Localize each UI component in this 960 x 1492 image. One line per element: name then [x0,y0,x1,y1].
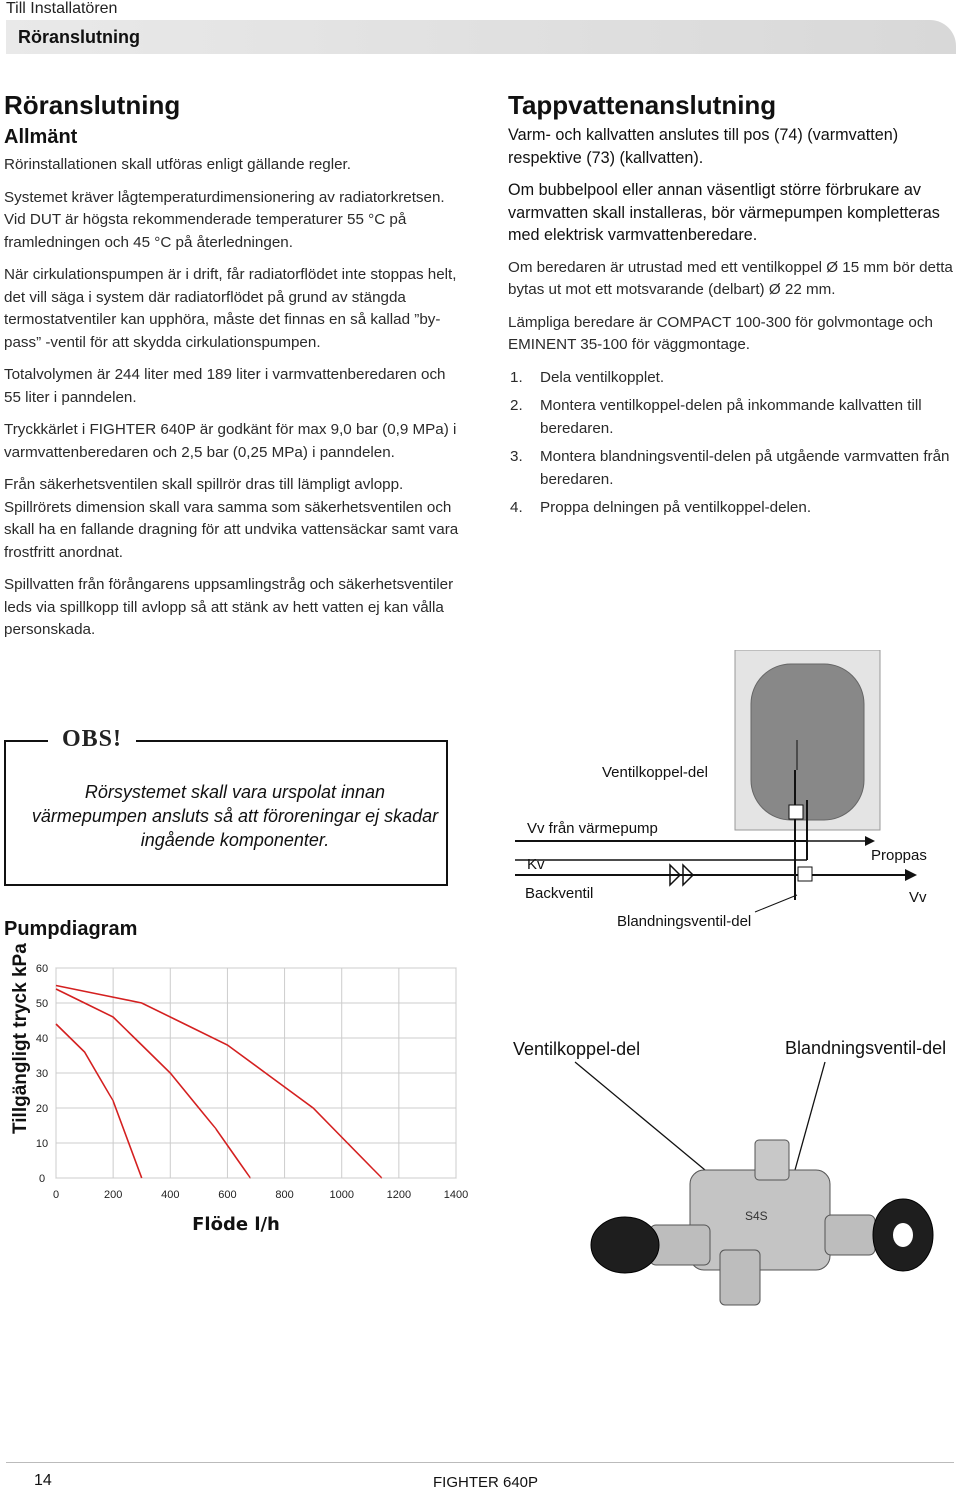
paragraph: Totalvolymen är 244 liter med 189 liter i varmvattenberedaren och 55 liter i panndelen. [4,366,446,406]
step-item [508,446,960,491]
label-kv: Kv [527,856,545,873]
y-tick-label: 40 [35,1033,49,1045]
step-number: 3. [510,448,523,465]
section-title-tappvatten: Tappvattenanslutning [508,90,777,120]
step-text: Montera blandningsventil-delen på utgående varmvatten från beredaren. [540,448,950,488]
obs-text: Rörsystemet skall vara urspolat innan värmepumpen ansluts så att föroreningar ej skadar ingående komponenter. [31,782,439,850]
label-vv: Vv [909,889,927,906]
right-column [508,88,960,526]
step-number: 2. [510,397,523,414]
x-tick-label: 400 [161,1189,180,1201]
paragraph: När cirkulationspumpen är i drift, får radiatorflödet inte stoppas helt, det vill säga i system där radiatorflödet på grund av stängda termostatventiler kan upphöra, måste det finnas en så kallad ”by-pass” -ventil för att skydda cirkulationspumpen. [4,266,457,351]
step-text: Proppa delningen på ventilkoppel-delen. [540,499,812,516]
paragraph: Om bubbelpool eller annan väsentligt större förbrukare av varmvatten skall installeras, bör värmepumpen kompletteras med elektrisk varmvattenberedare. [508,181,940,244]
x-tick-label: 200 [103,1189,123,1201]
x-tick-label: 1000 [329,1189,354,1201]
svg-text:S4S: S4S [745,1209,768,1223]
step-number: 1. [510,368,523,386]
chart-x-label: Flöde l/h [192,1214,280,1235]
footer-divider [6,1462,954,1463]
label-blandningsventil: Blandningsventil-del [617,913,752,930]
paragraph: Spillvatten från förångarens uppsamlingstråg och säkerhetsventiler leds via spillkopp till avlopp så att stänk av hett vatten ej kan vålla personskada. [4,576,454,638]
pump-curve-curve-1 [56,1024,142,1178]
step-item [508,395,960,440]
x-tick-label: 1200 [386,1189,412,1201]
photo-label-left: Ventilkoppel-del [513,1039,641,1059]
pump-curve-curve-3 [56,986,382,1179]
left-column [4,88,464,652]
mixing-valve-icon [798,867,812,881]
photo-label-right: Blandningsventil-del [785,1038,947,1058]
label-backventil: Backventil [525,885,594,902]
y-tick-label: 20 [35,1103,49,1115]
label-vv-fran: Vv från värmepump [527,820,658,837]
step-text: Montera ventilkoppel-delen på inkommande kallvatten till beredaren. [540,397,922,437]
x-tick-label: 800 [275,1189,294,1201]
label-ventilkoppel-top: Ventilkoppel-del [602,764,708,781]
header-title: Röranslutning [18,27,140,47]
valve-body [591,1140,933,1305]
product-name: FIGHTER 640P [433,1474,539,1491]
paragraph: Tryckkärlet i FIGHTER 640P är godkänt för max 9,0 bar (0,9 MPa) i varmvattenberedaren och 2,5 bar (0,25 MPa) i panndelen. [4,421,457,461]
steps-list [508,367,960,520]
chart-y-label: Tillgängligt tryck kPa [10,943,31,1134]
paragraph: Lämpliga beredare är COMPACT 100-300 för golvmontage och EMINENT 35-100 för väggmontage. [508,313,933,353]
paragraph: Varm- och kallvatten anslutes till pos (74) (varmvatten) respektive (73) (kallvatten). [508,126,899,167]
step-item [508,367,960,390]
header-bar [6,20,956,54]
y-tick-label: 10 [35,1138,49,1150]
valve-illustration [505,1020,955,1310]
paragraph: Systemet kräver lågtemperaturdimensionering av radiatorkretsen. Vid DUT är högsta rekommenderade temperaturer 55 °C på framledningen och 45 °C på återledningen. [4,188,445,251]
x-tick-label: 1400 [443,1189,469,1201]
page-number: 14 [34,1472,52,1489]
paragraph: Från säkerhetsventilen skall spillrör dras till lämpligt avlopp. Spillrörets dimension skall vara samma som säkerhetsventilen och skall ha en fallande dragning för att undvika vattensäckar samt vara frostfritt anordnat. [4,476,459,561]
label-proppas: Proppas [871,847,927,864]
y-tick-label: 60 [35,963,49,975]
x-tick-label: 0 [52,1189,60,1201]
pump-curve-curve-2 [56,989,250,1178]
y-tick-label: 0 [38,1173,46,1185]
page-title: Röranslutning [4,90,181,120]
section-title-allmant: Allmänt [4,126,78,148]
header-section: Till Installatören [6,0,118,17]
y-tick-label: 30 [35,1068,49,1080]
pump-chart [0,943,480,1235]
y-tick-label: 50 [35,998,49,1010]
step-number: 4. [510,499,523,516]
paragraph: Om beredaren är utrustad med ett ventilkoppel Ø 15 mm bör detta bytas ut mot ett motsvarande (delbart) Ø 22 mm. [508,258,953,298]
step-text: Dela ventilkopplet. [540,368,665,386]
heater-tank [751,664,864,820]
x-tick-label: 600 [218,1189,237,1201]
paragraph: Rörinstallationen skall utföras enligt gällande regler. [4,156,351,173]
pump-diagram-title: Pumpdiagram [4,918,138,940]
black-knob-icon [591,1217,659,1273]
obs-title: OBS! [48,726,136,753]
connection-diagram [505,650,955,950]
step-item [508,497,960,520]
